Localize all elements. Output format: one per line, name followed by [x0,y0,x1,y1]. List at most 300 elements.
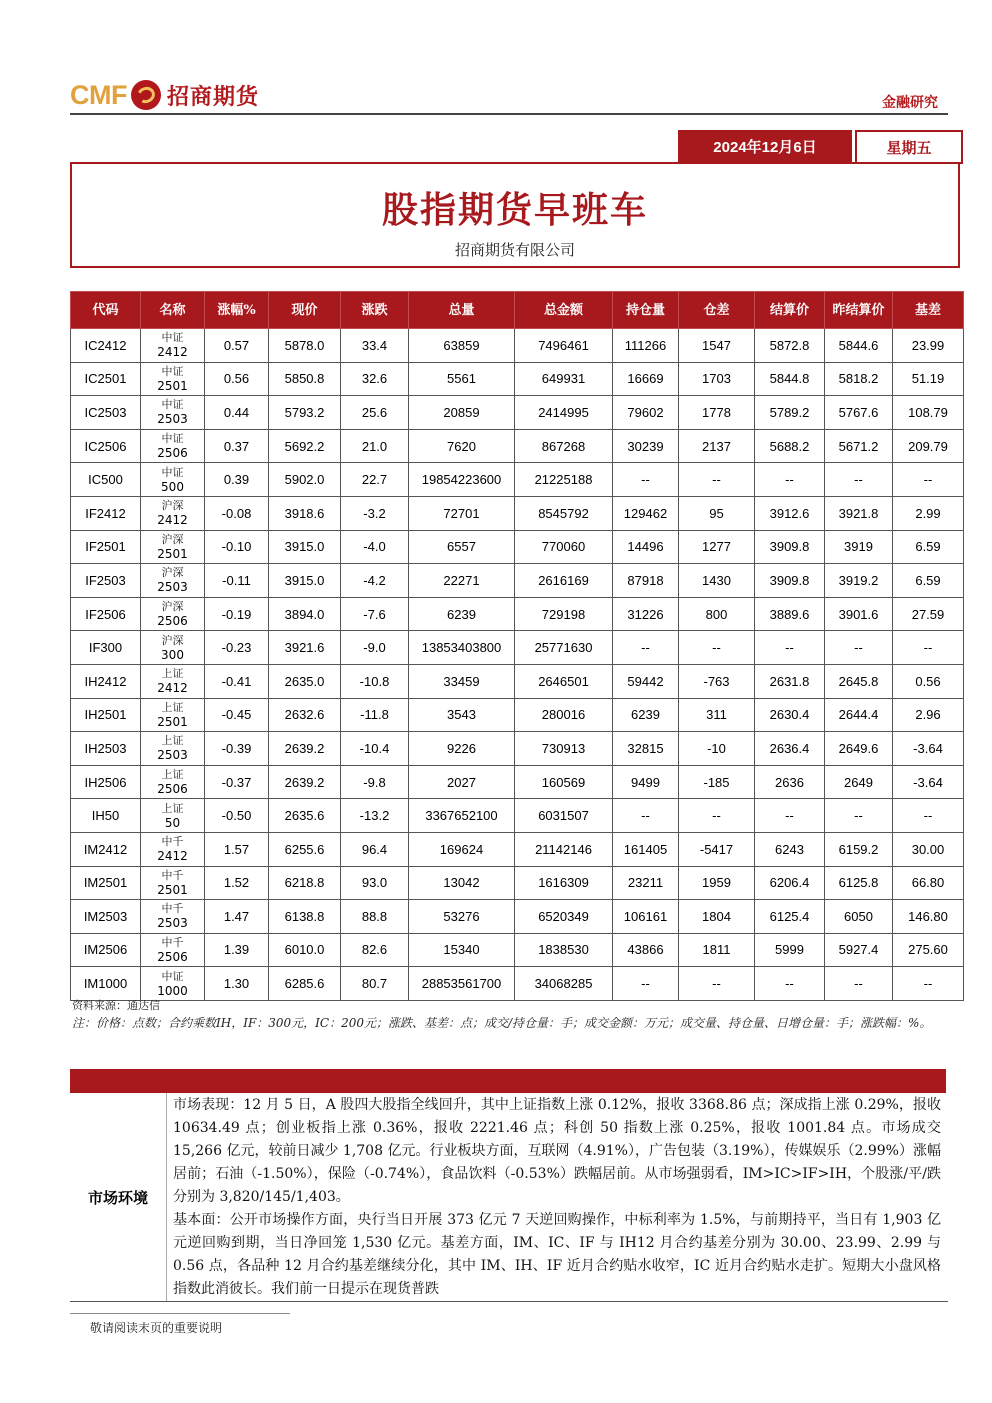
cell-pct-change: -0.37 [205,765,269,799]
cell-settle: 5688.2 [755,429,825,463]
cell-pct-change: -0.50 [205,799,269,833]
cell-volume: 9226 [409,732,515,766]
cell-change: 21.0 [341,429,409,463]
cell-prev-settle: 5671.2 [825,429,893,463]
cell-volume: 6239 [409,597,515,631]
cell-amount: 2414995 [515,396,613,430]
cell-prev-settle: 2645.8 [825,664,893,698]
cell-oi-change: 311 [679,698,755,732]
cell-pct-change: 0.44 [205,396,269,430]
cell-amount: 2616169 [515,564,613,598]
cell-pct-change: 1.52 [205,866,269,900]
cell-volume: 28853561700 [409,967,515,1001]
cell-name-month: 2506 [157,614,188,629]
cell-name-month: 2412 [157,681,188,696]
cell-oi-change: 1811 [679,933,755,967]
cell-open-interest: 59442 [613,664,679,698]
cell-pct-change: -0.19 [205,597,269,631]
cell-change: 80.7 [341,967,409,1001]
cell-name-index: 上证 [161,768,184,782]
header-oi-change: 仓差 [679,292,755,329]
cell-name-month: 2412 [157,849,188,864]
cell-oi-change: -5417 [679,832,755,866]
cell-name-month: 2412 [157,345,188,360]
cell-name-index: 中千 [161,868,184,882]
cell-amount: 6031507 [515,799,613,833]
cell-pct-change: 1.39 [205,933,269,967]
table-header-row [71,292,964,329]
cell-prev-settle: 3921.8 [825,496,893,530]
cell-price: 2635.0 [269,664,341,698]
header-price: 现价 [269,292,341,329]
cell-change: -7.6 [341,597,409,631]
company-logo [70,78,259,112]
cell-oi-change: -10 [679,732,755,766]
logo-chinese-text: 招商期货 [166,83,259,110]
cell-open-interest: 14496 [613,530,679,564]
cell-code: IH2412 [71,664,141,698]
cell-settle: -- [755,799,825,833]
cell-name [141,362,205,396]
section-label: 市场环境 [87,1188,148,1207]
header-name: 名称 [141,292,205,329]
cell-name-index: 上证 [161,667,184,681]
cell-volume: 19854223600 [409,463,515,497]
cell-price: 6138.8 [269,900,341,934]
cell-basis: 0.56 [893,664,964,698]
cell-code: IC2501 [71,362,141,396]
cell-basis: 108.79 [893,396,964,430]
cell-volume: 13042 [409,866,515,900]
cell-code: IM2503 [71,900,141,934]
fundamentals-paragraph: 基本面：公开市场操作方面，央行当日开展 373 亿元 7 天逆回购操作，中标利率为 1.5%，与前期持平，当日有 1,903 亿元逆回购到期，当日净回笼 1,530 亿元。基差方面，IM、IC、IF 与 IH12 月合约基差分别为 30.00、23.99、2.99 与 0.56 点，各品种 12 月合约基差继续分化，其中 IM、IH、IF 近月合约贴水收窄，IC 近月合约贴水走扩。短期大小盘风格指数此消彼长。我们前一日提示在现货普跌 [173,1212,941,1297]
cell-volume: 13853403800 [409,631,515,665]
cell-open-interest: 9499 [613,765,679,799]
cell-volume: 53276 [409,900,515,934]
cell-name-index: 沪深 [161,633,184,647]
cell-name-month: 2506 [157,949,188,964]
cell-settle: 2636.4 [755,732,825,766]
cell-basis: -- [893,631,964,665]
cell-code: IC2412 [71,329,141,363]
cell-amount: 21225188 [515,463,613,497]
table-row [71,765,964,799]
table-row [71,597,964,631]
table-row [71,362,964,396]
cell-basis: 2.96 [893,698,964,732]
cell-name-month: 2503 [157,580,188,595]
cell-code: IM2412 [71,832,141,866]
cell-settle: 6206.4 [755,866,825,900]
cell-name-index: 中千 [161,935,184,949]
cell-open-interest: 32815 [613,732,679,766]
cell-pct-change: 0.39 [205,463,269,497]
cell-price: 6010.0 [269,933,341,967]
cell-change: 33.4 [341,329,409,363]
report-weekday: 星期五 [855,130,963,164]
cell-pct-change: 0.57 [205,329,269,363]
cell-volume: 20859 [409,396,515,430]
cell-open-interest: 30239 [613,429,679,463]
cell-name-index: 中千 [161,902,184,916]
table-row [71,530,964,564]
cell-name-index: 上证 [161,734,184,748]
table-row [71,832,964,866]
table-row [71,967,964,1001]
cell-basis: 30.00 [893,832,964,866]
table-row [71,799,964,833]
cell-basis: -- [893,463,964,497]
cell-oi-change: 1430 [679,564,755,598]
header-pct-change: 涨幅% [205,292,269,329]
cell-open-interest: 23211 [613,866,679,900]
cell-name [141,900,205,934]
cell-prev-settle: -- [825,799,893,833]
cell-pct-change: 1.47 [205,900,269,934]
cell-settle: 5789.2 [755,396,825,430]
table-row [71,900,964,934]
cell-name-month: 2503 [157,748,188,763]
cell-price: 5902.0 [269,463,341,497]
header-divider [70,113,948,115]
header-open-interest: 持仓量 [613,292,679,329]
cell-pct-change: -0.11 [205,564,269,598]
cell-name [141,329,205,363]
cell-amount: 867268 [515,429,613,463]
cell-amount: 730913 [515,732,613,766]
cell-name-month: 2506 [157,782,188,797]
cell-change: 22.7 [341,463,409,497]
cell-settle: 3909.8 [755,564,825,598]
table-row [71,496,964,530]
cell-name-month: 50 [164,815,181,830]
cell-name [141,698,205,732]
cell-price: 2632.6 [269,698,341,732]
data-source-note: 资料来源：通达信 [72,999,160,1012]
cell-name-month: 2503 [157,412,188,427]
cell-name-index: 沪深 [161,499,184,513]
cell-change: -13.2 [341,799,409,833]
cell-name-month: 2501 [157,882,188,897]
header-code: 代码 [71,292,141,329]
cell-pct-change: -0.41 [205,664,269,698]
cell-name [141,765,205,799]
cell-pct-change: 0.37 [205,429,269,463]
cell-change: -11.8 [341,698,409,732]
cell-volume: 15340 [409,933,515,967]
cell-amount: 729198 [515,597,613,631]
content-bottom-rule [70,1301,948,1302]
table-row [71,698,964,732]
cell-price: 5692.2 [269,429,341,463]
table-row [71,396,964,430]
cell-amount: 770060 [515,530,613,564]
cell-basis: 2.99 [893,496,964,530]
header-prev-settle: 昨结算价 [825,292,893,329]
cell-settle: 5872.8 [755,329,825,363]
cell-code: IF2506 [71,597,141,631]
cell-code: IM1000 [71,967,141,1001]
footer-disclaimer: 敬请阅读末页的重要说明 [90,1321,223,1335]
cell-prev-settle: -- [825,631,893,665]
cell-code: IM2506 [71,933,141,967]
cell-code: IH50 [71,799,141,833]
cell-name [141,832,205,866]
cell-prev-settle: 3901.6 [825,597,893,631]
cell-oi-change: -- [679,631,755,665]
cell-name-month: 2506 [157,446,188,461]
cell-oi-change: 1804 [679,900,755,934]
cell-open-interest: 16669 [613,362,679,396]
cell-open-interest: 129462 [613,496,679,530]
cell-name-month: 2501 [157,714,188,729]
cell-open-interest: 161405 [613,832,679,866]
company-name: 招商期货有限公司 [454,241,575,259]
cell-change: 93.0 [341,866,409,900]
cell-price: 2635.6 [269,799,341,833]
cell-name-index: 中证 [161,331,184,345]
cell-oi-change: 2137 [679,429,755,463]
cell-settle: -- [755,967,825,1001]
cell-name [141,866,205,900]
cell-basis: 275.60 [893,933,964,967]
cell-amount: 2646501 [515,664,613,698]
cell-code: IF2501 [71,530,141,564]
cell-name-index: 沪深 [161,532,184,546]
cell-name [141,799,205,833]
cell-pct-change: 1.30 [205,967,269,1001]
table-row [71,463,964,497]
cell-price: 6218.8 [269,866,341,900]
cell-code: IC500 [71,463,141,497]
cell-volume: 33459 [409,664,515,698]
cell-prev-settle: 3919 [825,530,893,564]
cell-code: IC2503 [71,396,141,430]
cell-volume: 63859 [409,329,515,363]
cell-change: -10.4 [341,732,409,766]
cell-change: -9.8 [341,765,409,799]
cell-oi-change: 1959 [679,866,755,900]
cell-name [141,463,205,497]
cell-pct-change: 1.57 [205,832,269,866]
cell-name [141,496,205,530]
cell-name-month: 500 [161,479,184,494]
cell-prev-settle: 2644.4 [825,698,893,732]
section-divider [166,1093,167,1301]
cell-change: 96.4 [341,832,409,866]
cell-volume: 22271 [409,564,515,598]
table-row [71,732,964,766]
cell-basis: 6.59 [893,564,964,598]
logo-latin-text: CMF [70,79,127,110]
cell-amount: 25771630 [515,631,613,665]
cell-basis: 209.79 [893,429,964,463]
cell-price: 3915.0 [269,530,341,564]
cell-oi-change: -763 [679,664,755,698]
futures-quote-table [70,291,964,1001]
cell-settle: 6125.4 [755,900,825,934]
cell-basis: 27.59 [893,597,964,631]
report-category: 金融研究 [882,95,938,111]
cell-amount: 8545792 [515,496,613,530]
cell-prev-settle: 6125.8 [825,866,893,900]
cell-prev-settle: 3919.2 [825,564,893,598]
table-row [71,329,964,363]
cell-basis: 146.80 [893,900,964,934]
cell-open-interest: -- [613,631,679,665]
cell-basis: 6.59 [893,530,964,564]
cell-amount: 1616309 [515,866,613,900]
cell-amount: 1838530 [515,933,613,967]
cell-prev-settle: 5927.4 [825,933,893,967]
cell-basis: -- [893,967,964,1001]
cell-volume: 6557 [409,530,515,564]
cell-name-index: 沪深 [161,600,184,614]
cell-settle: 6243 [755,832,825,866]
cell-name [141,967,205,1001]
cell-name-index: 中证 [161,398,184,412]
cell-amount: 34068285 [515,967,613,1001]
cell-change: -9.0 [341,631,409,665]
cell-change: 88.8 [341,900,409,934]
cell-name-index: 沪深 [161,566,184,580]
cell-prev-settle: 2649 [825,765,893,799]
cell-basis: 23.99 [893,329,964,363]
cell-settle: 2631.8 [755,664,825,698]
market-commentary [173,1094,941,1300]
cell-open-interest: 79602 [613,396,679,430]
header-basis: 基差 [893,292,964,329]
cell-name [141,933,205,967]
cell-prev-settle: 5818.2 [825,362,893,396]
cell-name-index: 上证 [161,801,184,815]
report-title: 股指期货早班车 [381,189,648,231]
cell-name-month: 2503 [157,916,188,931]
cell-code: IH2501 [71,698,141,732]
cell-name [141,530,205,564]
cell-pct-change: -0.39 [205,732,269,766]
cell-code: IH2506 [71,765,141,799]
cell-name-index: 上证 [161,700,184,714]
cell-basis: 51.19 [893,362,964,396]
cell-name-index: 中证 [161,969,184,983]
cell-name-index: 中证 [161,364,184,378]
cell-change: -10.8 [341,664,409,698]
cell-price: 5793.2 [269,396,341,430]
cell-amount: 7496461 [515,329,613,363]
header-amount: 总金额 [515,292,613,329]
cell-oi-change: -- [679,967,755,1001]
market-performance-paragraph: 市场表现：12 月 5 日，A 股四大股指全线回升，其中上证指数上涨 0.12%，报收 3368.86 点；深成指上涨 0.29%，报收 10634.49 点；创业板指上涨 0.36%，报收 2221.46 点；科创 50 指数上涨 0.25%，报收 1001.84 点。市场成交 15,266 亿元，较前日减少 1,708 亿元。行业板块方面，互联网（4.91%），广告包装（3.19%），传媒娱乐（2.99%）涨幅居前；石油（-1.50%），保险（-0.74%），食品饮料（-0.53%）跌幅居前。从市场强弱看，IM>IC>IF>IH，个股涨/平/跌分别为 3,820/145/1,403。 [173,1097,941,1205]
cell-name-index: 中千 [161,835,184,849]
cell-name-index: 中证 [161,465,184,479]
cell-name-month: 1000 [157,983,188,998]
cell-oi-change: 1277 [679,530,755,564]
cell-open-interest: -- [613,463,679,497]
cell-name [141,564,205,598]
cell-settle: -- [755,631,825,665]
table-row [71,664,964,698]
cell-settle: 5844.8 [755,362,825,396]
footer-rule [70,1313,290,1314]
cell-oi-change: 1547 [679,329,755,363]
cell-oi-change: -185 [679,765,755,799]
cell-name-index: 中证 [161,432,184,446]
cell-code: IF2503 [71,564,141,598]
cell-open-interest: -- [613,967,679,1001]
header-settle: 结算价 [755,292,825,329]
cell-name [141,396,205,430]
cell-basis: 66.80 [893,866,964,900]
cell-open-interest: 106161 [613,900,679,934]
cell-name [141,429,205,463]
cell-change: -3.2 [341,496,409,530]
header-volume: 总量 [409,292,515,329]
cell-prev-settle: 5844.6 [825,329,893,363]
cell-settle: -- [755,463,825,497]
cell-open-interest: 111266 [613,329,679,363]
cell-settle: 3909.8 [755,530,825,564]
cell-prev-settle: -- [825,463,893,497]
cell-amount: 6520349 [515,900,613,934]
cell-code: IF2412 [71,496,141,530]
cell-name-month: 2501 [157,546,188,561]
cell-oi-change: 1778 [679,396,755,430]
cell-prev-settle: -- [825,967,893,1001]
cell-settle: 3889.6 [755,597,825,631]
section-header-bar [70,1069,946,1093]
cell-pct-change: -0.23 [205,631,269,665]
cell-name-month: 2412 [157,513,188,528]
cell-code: IF300 [71,631,141,665]
table-row [71,429,964,463]
table-row [71,866,964,900]
cell-name [141,732,205,766]
table-row [71,933,964,967]
cell-price: 6285.6 [269,967,341,1001]
cell-volume: 169624 [409,832,515,866]
cell-basis: -- [893,799,964,833]
cell-volume: 5561 [409,362,515,396]
header-change: 涨跌 [341,292,409,329]
cell-basis: -3.64 [893,765,964,799]
table-row [71,631,964,665]
cell-name-month: 2501 [157,378,188,393]
cell-settle: 3912.6 [755,496,825,530]
cell-open-interest: 87918 [613,564,679,598]
cell-change: -4.2 [341,564,409,598]
cell-code: IH2503 [71,732,141,766]
cell-change: 25.6 [341,396,409,430]
cell-pct-change: 0.56 [205,362,269,396]
cell-prev-settle: 5767.6 [825,396,893,430]
logo-emblem-icon [131,80,161,110]
cell-open-interest: 6239 [613,698,679,732]
cell-price: 3894.0 [269,597,341,631]
cell-amount: 649931 [515,362,613,396]
cell-amount: 21142146 [515,832,613,866]
cell-open-interest: -- [613,799,679,833]
report-date: 2024年12月6日 [678,130,852,162]
cell-price: 5878.0 [269,329,341,363]
cell-basis: -3.64 [893,732,964,766]
cell-price: 3918.6 [269,496,341,530]
cell-price: 3915.0 [269,564,341,598]
cell-volume: 2027 [409,765,515,799]
cell-prev-settle: 2649.6 [825,732,893,766]
cell-change: 32.6 [341,362,409,396]
cell-oi-change: -- [679,799,755,833]
